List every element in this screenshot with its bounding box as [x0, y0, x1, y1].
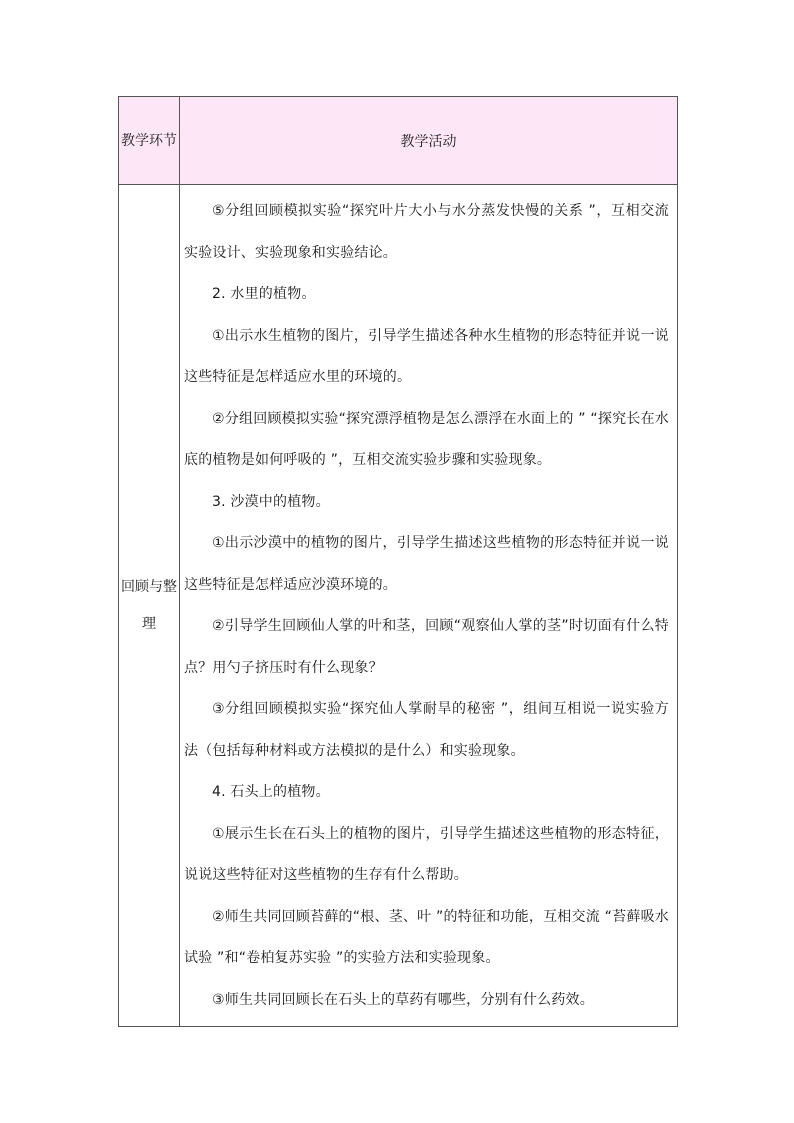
stage-cell: 回顾与整理 — [119, 185, 180, 1027]
activity-paragraph: ③师生共同回顾长在石头上的草药有哪些，分别有什么药效。 — [212, 991, 594, 1008]
section-heading: 4. 石头上的植物。 — [212, 784, 330, 800]
activity-paragraph: ②师生共同回顾苔藓的“根、茎、叶 ”的特征和功能，互相交流 “苔藓吸水试验 ”和“卷柏复苏实验 ”的实验方法和实验现象。 — [184, 908, 669, 966]
activity-paragraph: ②引导学生回顾仙人掌的叶和茎，回顾“观察仙人掌的茎”时切面有什么特点？用勺子挤压时有什么现象？ — [184, 618, 669, 676]
activity-paragraph: ①出示沙漠中的植物的图片，引导学生描述这些植物的形态特征并说一说这些特征是怎样适应沙漠环境的。 — [184, 535, 669, 593]
activity-paragraph: ⑤分组回顾模拟实验“探究叶片大小与水分蒸发快慢的关系 ”，互相交流实验设计、实验现象和实验结论。 — [184, 203, 669, 261]
table-header-row — [119, 97, 678, 185]
activity-content-cell — [180, 185, 678, 1027]
lesson-plan-table — [118, 96, 678, 1027]
header-stage-cell: 教学环节 — [119, 97, 180, 185]
activity-paragraph: ①出示水生植物的图片，引导学生描述各种水生植物的形态特征并说一说这些特征是怎样适应水里的环境的。 — [184, 327, 669, 385]
activity-paragraph: ①展示生长在石头上的植物的图片，引导学生描述这些植物的形态特征，说说这些特征对这些植物的生存有什么帮助。 — [184, 825, 669, 883]
activity-paragraph: ②分组回顾模拟实验“探究漂浮植物是怎么漂浮在水面上的 ” “探究长在水底的植物是如何呼吸的 ”，互相交流实验步骤和实验现象。 — [184, 410, 669, 468]
activity-paragraph: ③分组回顾模拟实验“探究仙人掌耐旱的秘密 ”，组间互相说一说实验方法（包括每种材料或方法模拟的是什么）和实验现象。 — [184, 701, 669, 759]
table-row — [119, 185, 678, 1027]
section-heading: 2. 水里的植物。 — [212, 286, 316, 302]
section-heading: 3. 沙漠中的植物。 — [212, 493, 330, 510]
header-activity-cell: 教学活动 — [180, 97, 678, 185]
